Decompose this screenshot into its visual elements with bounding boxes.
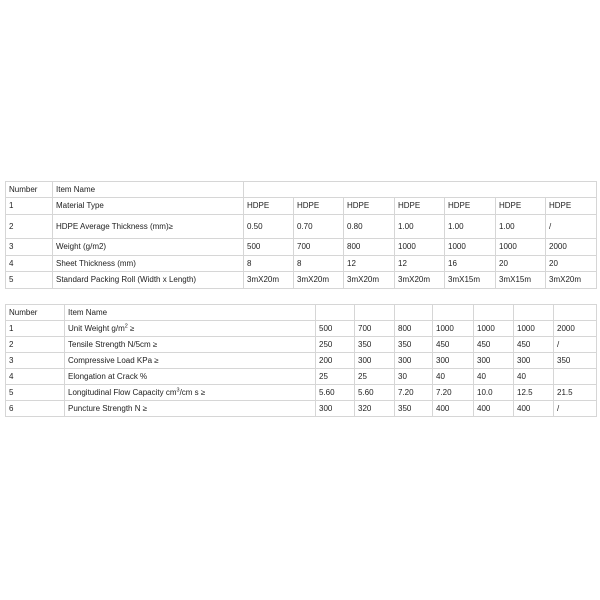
table-row xyxy=(6,385,597,401)
value-cell: 16 xyxy=(445,256,496,272)
header-blank-cell xyxy=(244,182,597,198)
value-cell: 350 xyxy=(395,337,433,353)
row-number: 5 xyxy=(6,272,53,289)
row-item-name: Tensile Strength N/5cm ≥ xyxy=(65,337,316,353)
value-cell: 3mX15m xyxy=(445,272,496,289)
header-blank-cell xyxy=(554,305,597,321)
table-row xyxy=(6,256,597,272)
value-cell: 1000 xyxy=(433,321,474,337)
value-cell: 350 xyxy=(395,401,433,417)
value-cell: 700 xyxy=(355,321,395,337)
item-name-superscript: 3 xyxy=(176,386,180,393)
number-header: Number xyxy=(6,182,53,198)
table-row xyxy=(6,369,597,385)
row-number: 5 xyxy=(6,385,65,401)
row-item-name: Weight (g/m2) xyxy=(53,239,244,256)
value-cell: 20 xyxy=(546,256,597,272)
value-cell: 400 xyxy=(474,401,514,417)
value-cell: 5.60 xyxy=(316,385,355,401)
row-number: 1 xyxy=(6,321,65,337)
row-item-name xyxy=(65,385,316,401)
value-cell: 0.70 xyxy=(294,215,344,239)
row-number: 1 xyxy=(6,198,53,215)
table-row xyxy=(6,401,597,417)
table-row xyxy=(6,337,597,353)
value-cell: 3mX20m xyxy=(294,272,344,289)
value-cell: 300 xyxy=(355,353,395,369)
row-item-name: Standard Packing Roll (Width x Length) xyxy=(53,272,244,289)
value-cell: 500 xyxy=(316,321,355,337)
value-cell: / xyxy=(546,215,597,239)
value-cell: 1000 xyxy=(395,239,445,256)
row-number: 2 xyxy=(6,337,65,353)
spec-table-1 xyxy=(5,181,597,289)
value-cell: 300 xyxy=(395,353,433,369)
value-cell: 450 xyxy=(514,337,554,353)
value-cell: 7.20 xyxy=(395,385,433,401)
value-cell: 1.00 xyxy=(395,215,445,239)
table-row xyxy=(6,272,597,289)
value-cell: 40 xyxy=(514,369,554,385)
item-name-text: Unit Weight g/m xyxy=(68,323,125,333)
table-row xyxy=(6,321,597,337)
value-cell: 1.00 xyxy=(445,215,496,239)
value-cell: 250 xyxy=(316,337,355,353)
value-cell: 25 xyxy=(316,369,355,385)
item-name-text: Longitudinal Flow Capacity cm xyxy=(68,387,177,397)
row-item-name xyxy=(65,321,316,337)
row-item-name: Elongation at Crack % xyxy=(65,369,316,385)
value-cell: 3mX20m xyxy=(244,272,294,289)
value-cell: 8 xyxy=(294,256,344,272)
spec-table-2 xyxy=(5,304,597,417)
header-blank-cell xyxy=(395,305,433,321)
value-cell: HDPE xyxy=(445,198,496,215)
header-blank-cell xyxy=(433,305,474,321)
table-row xyxy=(6,215,597,239)
value-cell: 12 xyxy=(344,256,395,272)
header-blank-cell xyxy=(514,305,554,321)
value-cell: 1000 xyxy=(445,239,496,256)
header-blank-cell xyxy=(355,305,395,321)
value-cell: 1.00 xyxy=(496,215,546,239)
value-cell: 25 xyxy=(355,369,395,385)
header-blank-cell xyxy=(474,305,514,321)
value-cell: 3mX20m xyxy=(395,272,445,289)
value-cell: 2000 xyxy=(546,239,597,256)
item-name-tail: ≥ xyxy=(127,323,135,333)
value-cell: 500 xyxy=(244,239,294,256)
number-header: Number xyxy=(6,305,65,321)
row-item-name: Material Type xyxy=(53,198,244,215)
value-cell: HDPE xyxy=(496,198,546,215)
value-cell: 3mX20m xyxy=(546,272,597,289)
table-row xyxy=(6,239,597,256)
value-cell: HDPE xyxy=(294,198,344,215)
value-cell: 1000 xyxy=(474,321,514,337)
value-cell: 5.60 xyxy=(355,385,395,401)
value-cell: 12 xyxy=(395,256,445,272)
value-cell: 350 xyxy=(355,337,395,353)
value-cell: 800 xyxy=(344,239,395,256)
value-cell: 800 xyxy=(395,321,433,337)
row-item-name: Sheet Thickness (mm) xyxy=(53,256,244,272)
value-cell: 300 xyxy=(514,353,554,369)
value-cell: 0.50 xyxy=(244,215,294,239)
value-cell: HDPE xyxy=(546,198,597,215)
value-cell: 12.5 xyxy=(514,385,554,401)
row-item-name: Puncture Strength N ≥ xyxy=(65,401,316,417)
row-number: 2 xyxy=(6,215,53,239)
value-cell: 300 xyxy=(316,401,355,417)
row-number: 3 xyxy=(6,239,53,256)
value-cell: 300 xyxy=(433,353,474,369)
row-item-name: Compressive Load KPa ≥ xyxy=(65,353,316,369)
value-cell: 400 xyxy=(514,401,554,417)
value-cell: HDPE xyxy=(395,198,445,215)
value-cell: 2000 xyxy=(554,321,597,337)
row-number: 3 xyxy=(6,353,65,369)
table-row xyxy=(6,353,597,369)
value-cell: 450 xyxy=(433,337,474,353)
value-cell: 8 xyxy=(244,256,294,272)
row-number: 4 xyxy=(6,369,65,385)
value-cell: 700 xyxy=(294,239,344,256)
table-header-row xyxy=(6,305,597,321)
value-cell: 350 xyxy=(554,353,597,369)
value-cell: 1000 xyxy=(514,321,554,337)
value-cell: 20 xyxy=(496,256,546,272)
value-cell: 7.20 xyxy=(433,385,474,401)
value-cell: HDPE xyxy=(244,198,294,215)
value-cell: 40 xyxy=(474,369,514,385)
value-cell: 3mX20m xyxy=(344,272,395,289)
table-header-row xyxy=(6,182,597,198)
value-cell xyxy=(554,369,597,385)
value-cell: 30 xyxy=(395,369,433,385)
value-cell: 40 xyxy=(433,369,474,385)
value-cell: 21.5 xyxy=(554,385,597,401)
value-cell: 450 xyxy=(474,337,514,353)
value-cell: 3mX15m xyxy=(496,272,546,289)
value-cell: 1000 xyxy=(496,239,546,256)
value-cell: 10.0 xyxy=(474,385,514,401)
header-blank-cell xyxy=(316,305,355,321)
value-cell: HDPE xyxy=(344,198,395,215)
item-name-header: Item Name xyxy=(53,182,244,198)
value-cell: / xyxy=(554,401,597,417)
table-row xyxy=(6,198,597,215)
item-name-tail: /cm s ≥ xyxy=(179,387,206,397)
value-cell: 300 xyxy=(474,353,514,369)
value-cell: / xyxy=(554,337,597,353)
item-name-superscript: 2 xyxy=(124,322,128,329)
value-cell: 0.80 xyxy=(344,215,395,239)
item-name-header: Item Name xyxy=(65,305,316,321)
value-cell: 400 xyxy=(433,401,474,417)
row-item-name: HDPE Average Thickness (mm)≥ xyxy=(53,215,244,239)
value-cell: 320 xyxy=(355,401,395,417)
row-number: 4 xyxy=(6,256,53,272)
row-number: 6 xyxy=(6,401,65,417)
value-cell: 200 xyxy=(316,353,355,369)
